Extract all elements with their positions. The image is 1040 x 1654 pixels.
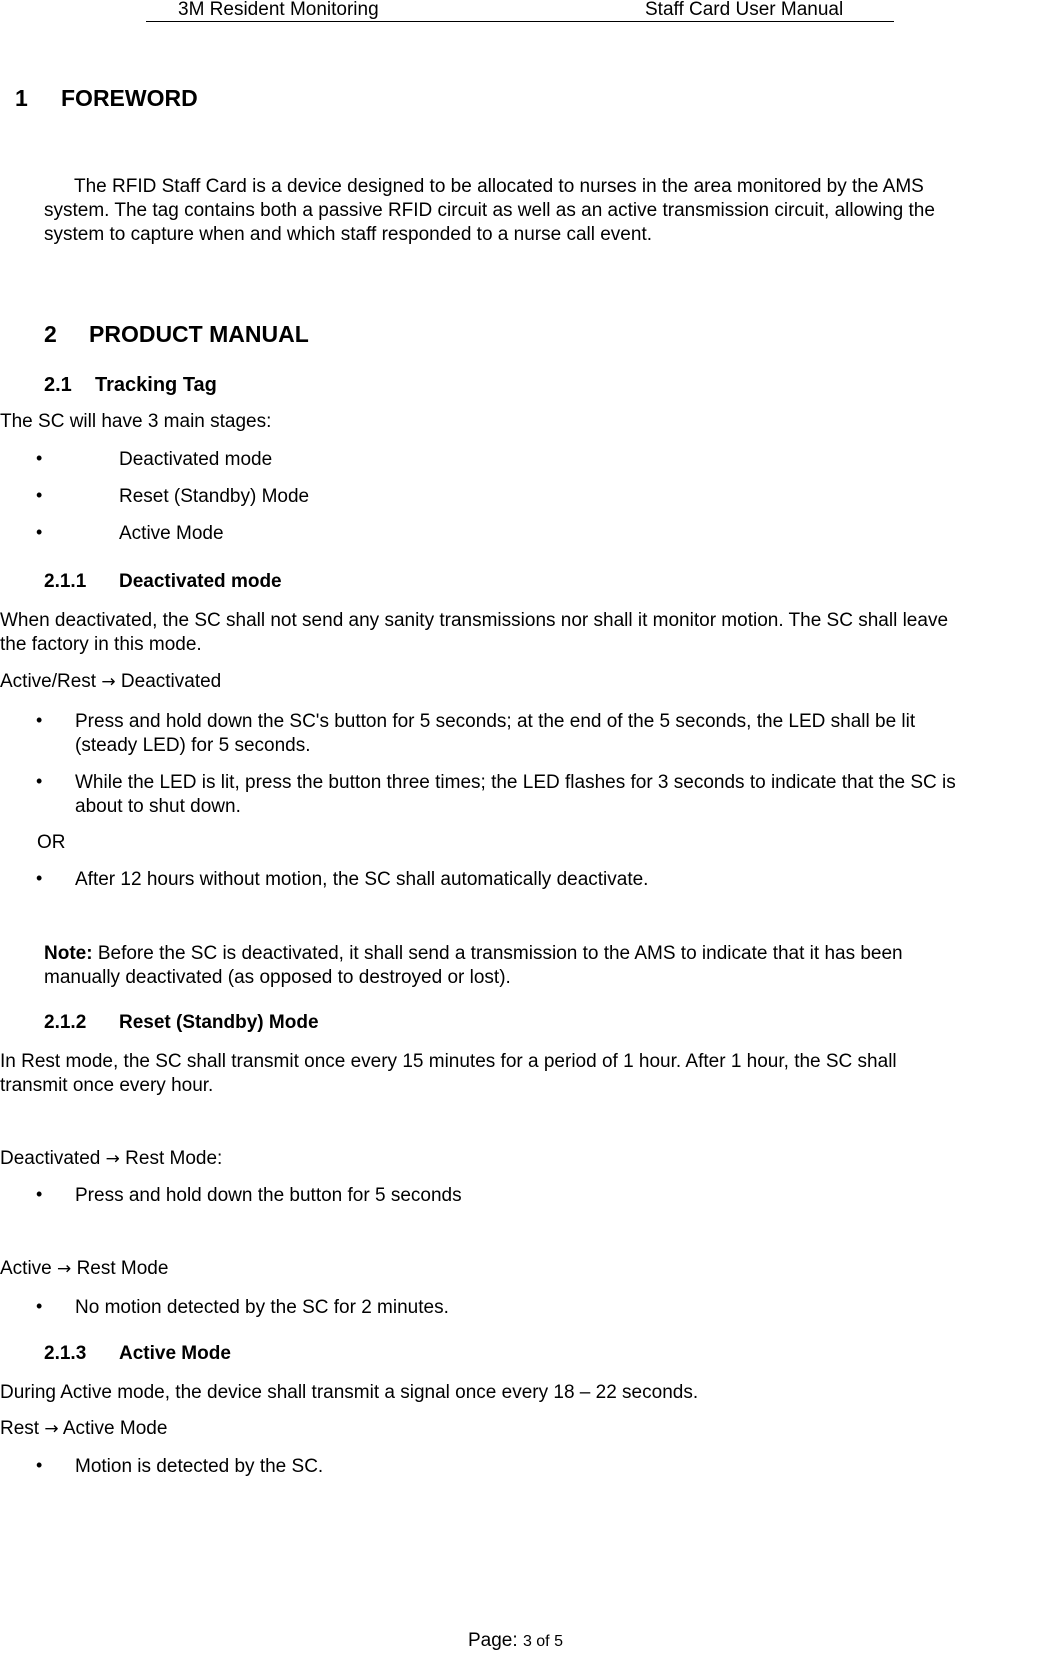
note-label: Note: (44, 943, 93, 964)
header-left: 3M Resident Monitoring (178, 0, 379, 20)
stage-item: Deactivated mode (119, 449, 273, 470)
bullet-glyph: • (36, 771, 43, 791)
section-2-title: PRODUCT MANUAL (89, 321, 309, 347)
note-line-1 (44, 942, 903, 966)
page-footer (468, 1629, 563, 1654)
bullet-text: No motion detected by the SC for 2 minutes. (75, 1297, 449, 1318)
transition-to: Active Mode (62, 1418, 168, 1439)
bullet-glyph: • (36, 710, 43, 730)
foreword-line-1: The RFID Staff Card is a device designed to be allocated to nurses in the area monitored by the AMS (74, 176, 924, 197)
bullet-text: Motion is detected by the SC. (75, 1456, 324, 1477)
section-2-1-number: 2.1 (44, 374, 72, 396)
active-para: During Active mode, the device shall transmit a signal once every 18 – 22 seconds. (0, 1382, 699, 1403)
section-2-1-2-title: Reset (Standby) Mode (119, 1012, 319, 1033)
bullet-glyph: • (36, 522, 43, 542)
section-2-1-2-number: 2.1.2 (44, 1012, 87, 1033)
section-2-1-1-number: 2.1.1 (44, 571, 87, 592)
bullet-glyph: • (36, 1296, 43, 1316)
deactivated-para-line-2: the factory in this mode. (0, 634, 202, 655)
stage-item: Reset (Standby) Mode (119, 486, 310, 507)
bullet-glyph: • (36, 1455, 43, 1475)
bullet-text: After 12 hours without motion, the SC shall automatically deactivate. (75, 869, 649, 890)
section-2-1-title: Tracking Tag (95, 374, 217, 396)
stages-intro: The SC will have 3 main stages: (0, 411, 272, 432)
foreword-line-3: system to capture when and which staff responded to a nurse call event. (44, 224, 652, 245)
page-number: 3 of 5 (522, 1633, 563, 1650)
right-arrow-icon: → (44, 1419, 59, 1439)
section-2-1-1-title: Deactivated mode (119, 571, 282, 592)
deactivated-para-line-1: When deactivated, the SC shall not send any sanity transmissions nor shall it monitor motion. The SC shall leave (0, 610, 949, 631)
header-right: Staff Card User Manual (645, 0, 844, 20)
right-arrow-icon: → (101, 672, 116, 692)
header-rule (146, 21, 894, 22)
bullet-text: Press and hold down the button for 5 seconds (75, 1185, 462, 1206)
transition-from: Active/Rest (0, 671, 97, 692)
bullet-glyph: • (36, 485, 43, 505)
transition-to: Rest Mode (76, 1258, 169, 1279)
rest-para-line-1: In Rest mode, the SC shall transmit once every 15 minutes for a period of 1 hour. After 1 hour, the SC shall (0, 1051, 897, 1072)
transition-line (0, 1147, 222, 1171)
section-2-number: 2 (44, 321, 57, 347)
bullet-glyph: • (36, 448, 43, 468)
bullet-text: (steady LED) for 5 seconds. (75, 735, 311, 756)
transition-from: Active (0, 1258, 52, 1279)
bullet-glyph: • (36, 868, 43, 888)
transition-to: Rest Mode: (125, 1148, 223, 1169)
bullet-text: Press and hold down the SC's button for 5 seconds; at the end of the 5 seconds, the LED shall be lit (75, 711, 916, 732)
or-label: OR (37, 832, 66, 853)
page-label: Page: (468, 1630, 518, 1651)
transition-from: Deactivated (0, 1148, 101, 1169)
rest-para-line-2: transmit once every hour. (0, 1075, 214, 1096)
right-arrow-icon: → (57, 1259, 72, 1279)
transition-line (0, 1257, 168, 1281)
stage-item: Active Mode (119, 523, 224, 544)
section-1-title: FOREWORD (61, 85, 198, 111)
bullet-text: While the LED is lit, press the button three times; the LED flashes for 3 seconds to indicate that the SC is (75, 772, 956, 793)
note-line-2: manually deactivated (as opposed to destroyed or lost). (44, 967, 511, 988)
section-2-1-3-title: Active Mode (119, 1343, 231, 1364)
section-1-number: 1 (15, 85, 28, 111)
transition-line (0, 1417, 167, 1441)
transition-from: Rest (0, 1418, 40, 1439)
right-arrow-icon: → (105, 1149, 120, 1169)
transition-to: Deactivated (120, 671, 222, 692)
bullet-glyph: • (36, 1184, 43, 1204)
note-text: Before the SC is deactivated, it shall send a transmission to the AMS to indicate that it has been (92, 943, 903, 964)
foreword-line-2: system. The tag contains both a passive RFID circuit as well as an active transmission circuit, allowing the (44, 200, 935, 221)
section-2-1-3-number: 2.1.3 (44, 1343, 87, 1364)
bullet-text: about to shut down. (75, 796, 241, 817)
transition-line (0, 670, 221, 694)
